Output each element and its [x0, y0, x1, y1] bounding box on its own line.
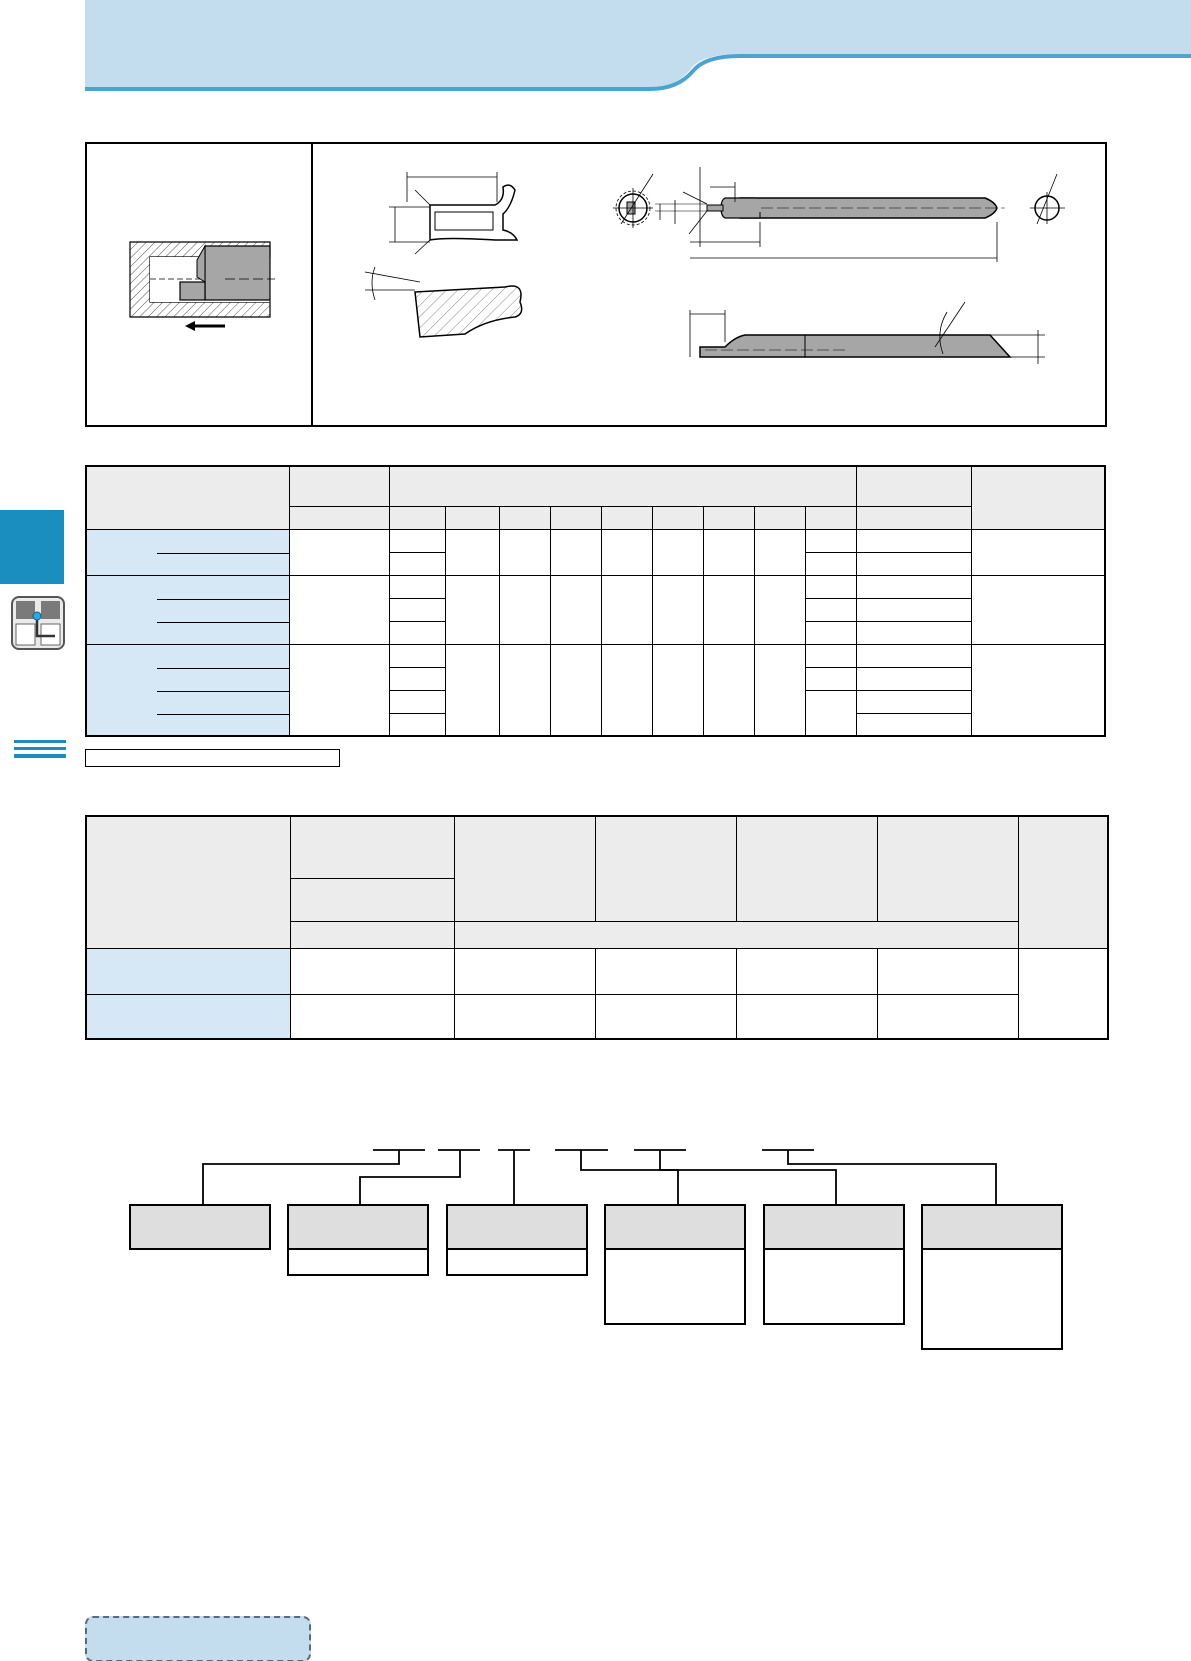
table-row: [86, 529, 1105, 552]
insert-profile-sketch: [389, 172, 517, 254]
header-cell-stock: [289, 466, 389, 506]
header-cell-insert: [856, 466, 971, 506]
header-subcell: [601, 506, 652, 529]
header-cell-condition: [290, 816, 454, 878]
dimensions-table: [85, 465, 1106, 737]
internal-grooving-icon: [11, 596, 65, 650]
header-cell-col-4: [877, 816, 1018, 921]
designation-box-1: [129, 1204, 271, 1250]
table-row: [86, 948, 1108, 994]
header-band: [0, 0, 1191, 95]
header-subcell: [856, 506, 971, 529]
material-row-1: [86, 948, 290, 994]
table-row: [86, 575, 1105, 598]
header-subcell: [805, 506, 856, 529]
header-subcell: [445, 506, 499, 529]
header-subcell: [499, 506, 550, 529]
header-cell-col-1: [454, 816, 595, 921]
application-sketch: [130, 242, 275, 331]
header-subcell: [703, 506, 754, 529]
header-subcell: [289, 506, 389, 529]
designation-group-1: [86, 529, 289, 575]
header-subcell: [550, 506, 601, 529]
arrow-left-icon: [185, 321, 225, 331]
designation-box-4: [604, 1204, 746, 1325]
end-view-left: [613, 174, 653, 228]
clearance-section-sketch: [365, 267, 522, 337]
designation-box-3: [446, 1204, 588, 1276]
tool-side-view: [655, 167, 1005, 262]
side-section-tab: [0, 510, 64, 584]
header-cell-col-2: [595, 816, 736, 921]
footer-tag: [85, 1616, 311, 1661]
designation-group-3: [86, 644, 289, 736]
header-subcell: [290, 878, 454, 921]
tool-drawings: [85, 142, 1107, 427]
side-lines-decoration: [14, 740, 66, 760]
designation-box-5: [763, 1204, 905, 1325]
header-cell-col-3: [736, 816, 877, 921]
table-row: [86, 644, 1105, 667]
header-cell-dimensions: [389, 466, 856, 506]
material-row-2: [86, 994, 290, 1039]
header-cell-holder: [971, 466, 1105, 529]
tool-top-view: [690, 302, 1045, 364]
header-subcell: [754, 506, 805, 529]
designation-box-6: [921, 1204, 1063, 1350]
header-cell-remarks: [1018, 816, 1108, 948]
end-view-right: [1030, 174, 1065, 224]
remarks-cell: [1018, 948, 1108, 1039]
designation-group-2: [86, 575, 289, 644]
header-subcell: [389, 506, 445, 529]
footnote-box: [85, 749, 340, 767]
header-subcell: [652, 506, 703, 529]
header-subcell: [290, 921, 454, 948]
cutting-conditions-table: [85, 815, 1109, 1040]
header-cell-designation: [86, 466, 289, 529]
table-row: [86, 994, 1108, 1039]
header-cell-material: [86, 816, 290, 948]
designation-box-2: [287, 1204, 429, 1276]
header-subcell-span: [454, 921, 1018, 948]
